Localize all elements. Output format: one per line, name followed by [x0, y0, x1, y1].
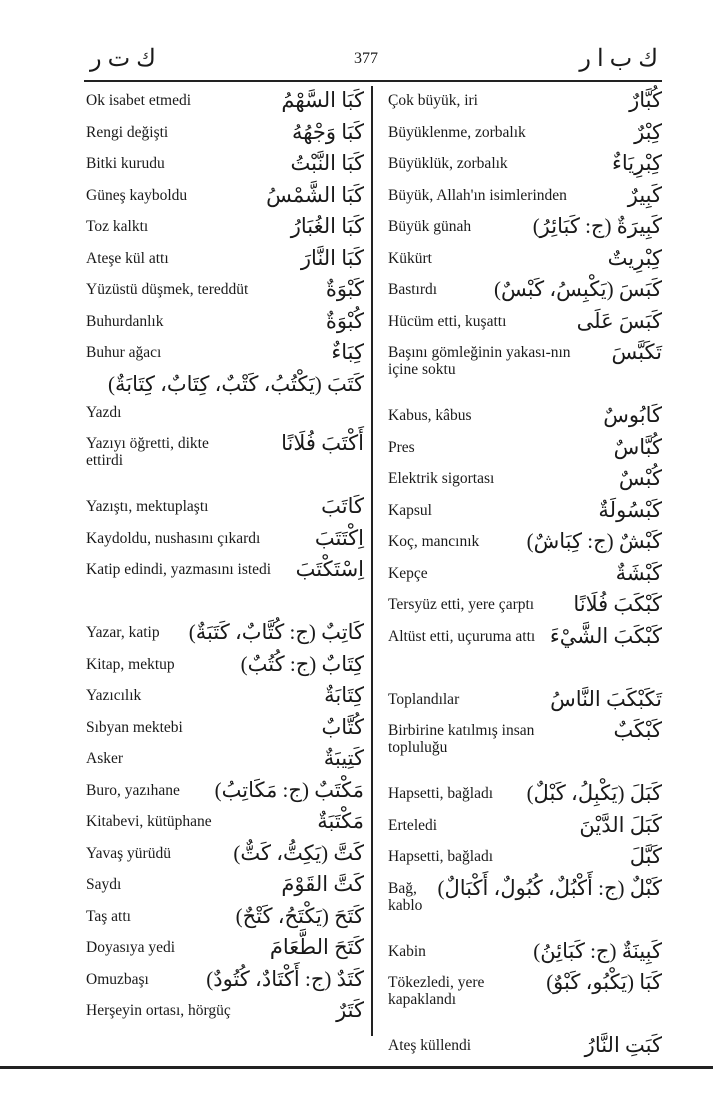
list-item: [86, 650, 364, 682]
entry-arabic: تَكَبْكَبَ النَّاسُ: [550, 686, 662, 711]
entry-translation: Buhurdanlık: [86, 312, 164, 330]
list-item: [86, 181, 364, 213]
entry-arabic: كَبَتِ النَّارُ: [584, 1033, 662, 1057]
entry-translation: Rengi değişti: [86, 123, 169, 141]
bottom-rule: [0, 1066, 713, 1069]
entry-arabic: كَبَسَ عَلَى: [576, 308, 662, 333]
entry-translation: Tersyüz etti, yere çarptı: [388, 596, 535, 613]
entry-arabic: أَكْتَبَ فُلَانًا: [281, 431, 364, 455]
entry-arabic: كَبْكَبَ الشَّيْءَ: [549, 623, 662, 648]
entry-translation: Yazıcılık: [86, 687, 142, 704]
page-header: [0, 44, 713, 74]
entry-arabic: اِسْتَكْتَبَ: [295, 557, 364, 581]
entry-arabic: كَتَّ (يَكِتُّ، كَتٌّ): [233, 840, 364, 865]
list-item: [388, 622, 662, 685]
entry-arabic: كَبْكَبٌ: [613, 718, 662, 742]
list-item: [86, 555, 364, 618]
list-item: [86, 902, 364, 934]
list-item: [388, 275, 662, 307]
list-item: [388, 496, 662, 528]
list-item: [388, 244, 662, 276]
entry-translation: Koç, mancınık: [388, 533, 480, 550]
entry-translation: Kitap, mektup: [86, 655, 175, 673]
list-item: [86, 744, 364, 776]
entry-translation: Hapsetti, bağladı: [388, 848, 494, 865]
entry-arabic: كِتَابٌ (ج: كُتُبٌ): [240, 651, 364, 676]
entry-arabic: كِبْرِيتٌ: [607, 245, 662, 270]
entry-translation: Yüzüstü düşmek, tereddüt: [86, 281, 249, 298]
list-item: [86, 933, 364, 965]
entry-translation: Sıbyan mektebi: [86, 718, 183, 736]
entry-arabic: كَبَا (يَكْبُو، كَبْوٌ): [546, 970, 662, 994]
list-item: [86, 996, 364, 1028]
entry-arabic: كَتَبَ (يَكْتُبُ، كَتْبٌ، كِتَابٌ، كِتَابَةٌ): [108, 371, 364, 396]
list-item: [86, 149, 364, 181]
entry-translation: Hapsetti, bağladı: [388, 785, 494, 802]
entry-translation: Başını gömleğinin yakası-nın içine soktu: [388, 344, 571, 378]
entry-arabic: كَبَا النَّبْتُ: [290, 151, 364, 175]
entry-arabic: كَتَّ القَوْمَ: [281, 872, 364, 896]
list-item: [86, 492, 364, 524]
list-item: [388, 968, 662, 1031]
list-item: [388, 874, 662, 937]
entry-arabic: كَبِيرَةٌ (ج: كَبَائِرُ): [532, 214, 662, 238]
entry-translation: Asker: [86, 750, 124, 767]
list-item: [86, 965, 364, 997]
list-item: [388, 811, 662, 843]
entry-arabic: كُبَّاسٌ: [613, 434, 662, 459]
list-item: [86, 275, 364, 307]
list-item: [86, 681, 364, 713]
entry-arabic: كَبَا الشَّمْسُ: [266, 182, 364, 207]
entry-arabic: كَتِيبَةٌ: [323, 746, 364, 770]
list-item: [388, 937, 662, 969]
list-item: [86, 212, 364, 244]
entry-translation: Yavaş yürüdü: [86, 844, 171, 862]
entry-translation: Altüst etti, uçuruma attı: [388, 627, 536, 645]
entry-arabic: كَتَرٌ: [336, 998, 364, 1022]
entry-arabic: كَبَا السَّهْمُ: [281, 88, 364, 112]
entry-arabic: كَبَا وَجْهُهُ: [291, 119, 364, 144]
list-item: [388, 433, 662, 465]
entry-translation: Büyük, Allah'ın isimlerinden: [388, 186, 567, 204]
entry-translation: Elektrik sigortası: [388, 470, 495, 487]
entry-translation: Güneş kayboldu: [86, 186, 188, 204]
entry-arabic: كَتَحَ الطَّعَامَ: [269, 935, 364, 959]
header-left-letters: ك ت ر: [90, 46, 156, 72]
entry-arabic: كَبَا النَّارَ: [300, 245, 364, 270]
list-item: [388, 779, 662, 811]
list-item: [388, 842, 662, 874]
list-item: [388, 685, 662, 717]
entry-arabic: كَاتِبٌ (ج: كُتَّابٌ، كَتَبَةٌ): [188, 620, 364, 644]
list-item: [388, 338, 662, 401]
entry-translation: Saydı: [86, 876, 122, 893]
list-item: [86, 398, 364, 430]
list-item: [86, 86, 364, 118]
list-item: [388, 716, 662, 779]
entry-translation: Bitki kurudu: [86, 155, 165, 172]
entry-arabic: اِكْتَتَبَ: [314, 525, 364, 550]
list-item: [388, 1031, 662, 1063]
entry-arabic: كِتَابَةٌ: [324, 683, 364, 707]
entry-translation: Toz kalktı: [86, 218, 149, 235]
list-item: [86, 429, 364, 492]
entry-translation: Birbirine katılmış insan topluluğu: [388, 722, 535, 756]
entry-translation: Bastırdı: [388, 281, 438, 298]
entry-arabic: كَبْسُولَةٌ: [598, 497, 662, 522]
entry-translation: Hücüm etti, kuşattı: [388, 312, 507, 330]
list-item: [388, 307, 662, 339]
entry-arabic: كَبْوَةٌ: [325, 277, 364, 301]
entry-translation: Çok büyük, iri: [388, 92, 478, 109]
header-rule: [84, 80, 662, 82]
entry-translation: Ateşe kül attı: [86, 249, 169, 267]
entry-arabic: كَبْلٌ (ج: أَكْبُلٌ، كُبُولٌ، أَكْبَالٌ): [437, 875, 662, 900]
entry-arabic: كُبْوَةٌ: [325, 308, 364, 333]
entry-arabic: مَكْتَبٌ (ج: مَكَاتِبُ): [214, 777, 364, 802]
entry-arabic: كَبْشَةٌ: [615, 560, 662, 585]
entry-arabic: كَبْكَبَ فُلَانًا: [573, 592, 662, 616]
entry-translation: Kabin: [388, 942, 426, 960]
entry-arabic: كَبَّلَ: [629, 844, 662, 868]
entry-arabic: كُتَّابٌ: [321, 714, 364, 739]
entry-arabic: كَبَا الغُبَارُ: [290, 214, 364, 238]
header-right-letters: ك ب ا ر: [579, 46, 658, 72]
entry-arabic: تَكَبَّسَ: [611, 340, 662, 364]
entry-arabic: كُبَّارٌ: [629, 88, 662, 112]
list-item: [86, 807, 364, 839]
list-item: [388, 118, 662, 150]
entry-translation: Buro, yazıhane: [86, 781, 180, 799]
entry-arabic: كَبَلَ الدَّيْنَ: [579, 812, 662, 837]
list-item: [86, 244, 364, 276]
list-item: [86, 870, 364, 902]
entry-translation: Büyüklük, zorbalık: [388, 155, 508, 172]
list-item: [388, 590, 662, 622]
left-column: [86, 86, 364, 1028]
entry-arabic: كُبْسٌ: [618, 466, 662, 490]
entry-translation: Erteledi: [388, 816, 438, 834]
entry-translation: Katip edindi, yazmasını istedi: [86, 561, 272, 578]
entry-translation: Bağ, kablo: [388, 879, 423, 914]
list-item: [86, 338, 364, 370]
entry-translation: Kabus, kâbus: [388, 407, 472, 424]
entry-translation: Yazar, katip: [86, 624, 160, 641]
entry-translation: Toplandılar: [388, 690, 460, 708]
entry-arabic: كَتَحَ (يَكْتَحُ، كَتْحٌ): [235, 903, 364, 928]
entry-translation: Herşeyin ortası, hörgüç: [86, 1002, 231, 1019]
entry-arabic: كَبْشٌ (ج: كِبَاشٌ): [526, 529, 662, 553]
list-item: [388, 401, 662, 433]
entry-translation: Ok isabet etmedi: [86, 92, 192, 109]
entry-arabic: كَابُوسٌ: [603, 403, 662, 427]
entry-translation: Büyük günah: [388, 218, 472, 235]
entry-translation: Omuzbaşı: [86, 970, 149, 988]
list-item: [86, 524, 364, 556]
entry-arabic: كَبِينَةٌ (ج: كَبَائِنُ): [533, 938, 662, 963]
entry-translation: Buhur ağacı: [86, 344, 162, 361]
entry-arabic: كَبِيرٌ: [627, 182, 662, 207]
list-item: [388, 464, 662, 496]
column-divider: [371, 86, 373, 1036]
list-item: [388, 181, 662, 213]
list-item: [86, 370, 364, 398]
entry-arabic: كَبَسَ (يَكْبِسُ، كَبْسٌ): [493, 277, 662, 301]
entry-translation: Kepçe: [388, 564, 428, 582]
list-item: [86, 618, 364, 650]
entry-translation: Yazdı: [86, 403, 122, 421]
entry-translation: Taş attı: [86, 907, 131, 925]
entry-translation: Ateş küllendi: [388, 1037, 472, 1054]
right-column: [388, 86, 662, 1063]
entry-arabic: كِبْرٌ: [634, 119, 662, 144]
entry-translation: Kapsul: [388, 501, 432, 519]
entry-arabic: كِبَاءٌ: [331, 340, 364, 364]
entry-arabic: مَكْتَبَةٌ: [317, 809, 364, 833]
entry-translation: Doyasıya yedi: [86, 939, 176, 956]
entry-arabic: كَاتَبَ: [321, 494, 364, 518]
list-item: [86, 713, 364, 745]
list-item: [86, 776, 364, 808]
list-item: [388, 86, 662, 118]
list-item: [86, 307, 364, 339]
list-item: [388, 559, 662, 591]
entry-translation: Yazıştı, mektuplaştı: [86, 498, 209, 515]
entry-translation: Kükürt: [388, 249, 432, 267]
entry-translation: Kaydoldu, nushasını çıkardı: [86, 529, 261, 547]
entry-translation: Yazıyı öğretti, dikte ettirdi: [86, 435, 209, 469]
list-item: [86, 118, 364, 150]
page-number: 377: [354, 50, 378, 67]
entry-translation: Kitabevi, kütüphane: [86, 813, 212, 830]
list-item: [86, 839, 364, 871]
entry-translation: Tökezledi, yere kapaklandı: [388, 974, 485, 1008]
entry-translation: Büyüklenme, zorbalık: [388, 123, 526, 141]
entry-arabic: كِبْرِيَاءٌ: [611, 151, 662, 175]
list-item: [388, 149, 662, 181]
entry-arabic: كَبَلَ (يَكْبِلُ، كَبْلٌ): [526, 781, 662, 805]
entry-translation: Pres: [388, 438, 415, 456]
list-item: [388, 527, 662, 559]
list-item: [388, 212, 662, 244]
entry-arabic: كَتَدٌ (ج: أَكْتَادٌ، كُتُودٌ): [206, 966, 364, 991]
